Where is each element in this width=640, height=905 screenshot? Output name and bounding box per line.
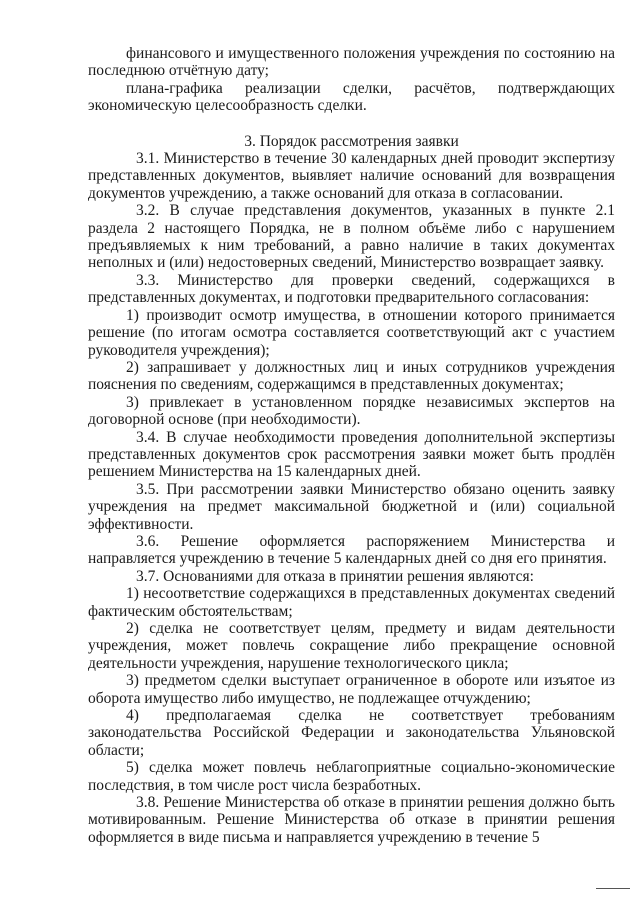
paragraph-3-4: 3.4. В случае необходимости проведения дополнительной экспертизы представленных документов срок рассмотрения заявки может быть продлён решением Министерства на 15 календарных дней.	[88, 428, 615, 481]
paragraph-3-5: 3.5. При рассмотрении заявки Министерство обязано оценить заявку учреждения на предмет максимальной бюджетной и (или) социальной эффективности.	[88, 480, 615, 533]
paragraph-3-1: 3.1. Министерство в течение 30 календарных дней проводит экспертизу представленных документов, выявляет наличие оснований для возвращения документов учреждению, а также оснований для отказа в согласовании.	[88, 150, 615, 202]
list-item-3-7-5: 5) сделка может повлечь неблагоприятные социально-экономические последствия, в том числе рост числа безработных.	[88, 759, 615, 794]
paragraph-3-8: 3.8. Решение Министерства об отказе в принятии решения должно быть мотивированным. Решение Министерства об отказе в принятии решения оформляется в виде письма и направляется учреждению в течение 5	[88, 794, 615, 846]
paragraph-3-3: 3.3. Министерство для проверки сведений, содержащихся в представленных документах, и подготовки предварительного согласования:	[88, 271, 615, 307]
paragraph-top-1: финансового и имущественного положения учреждения по состоянию на последнюю отчётную дату;	[88, 45, 615, 80]
list-item-3-3-3: 3) привлекает в установленном порядке независимых экспертов на договорной основе (при необходимости).	[88, 393, 615, 429]
list-item-3-7-2: 2) сделка не соответствует целям, предмету и видам деятельности учреждения, может повлечь сокращение либо прекращение основной деятельности учреждения, нарушение технологического цикла;	[88, 620, 615, 672]
footer-mark	[596, 888, 630, 889]
paragraph-3-7: 3.7. Основаниями для отказа в принятии решения являются:	[136, 567, 534, 585]
list-item-3-3-1: 1) производит осмотр имущества, в отношении которого принимается решение (по итогам осмотра составляется соответствующий акт с участием руководителя учреждения);	[88, 306, 615, 359]
section-heading: 3. Порядок рассмотрения заявки	[244, 132, 459, 150]
list-item-3-7-1: 1) несоответствие содержащихся в представленных документах сведений фактическим обстоятельствам;	[88, 585, 615, 620]
list-item-3-7-3: 3) предметом сделки выступает ограниченное в обороте или изъятое из оборота имущество либо имущество, не подлежащее отчуждению;	[88, 672, 615, 707]
document-page	[88, 45, 615, 846]
list-item-3-3-2: 2) запрашивает у должностных лиц и иных сотрудников учреждения пояснения по сведениям, содержащимся в представленных документах;	[88, 358, 615, 394]
list-item-3-7-4: 4) предполагаемая сделка не соответствует требованиям законодательства Российской Федерации и законодательства Ульяновской области;	[88, 707, 615, 759]
paragraph-top-2: плана-графика реализации сделки, расчётов, подтверждающих экономическую целесообразность сделки.	[88, 79, 615, 115]
paragraph-3-2: 3.2. В случае представления документов, указанных в пункте 2.1 раздела 2 настоящего Порядка, не в полном объёме либо с нарушением предъявляемых к ним требований, а равно наличие в таких документах неполных и (или) недостоверных сведений, Министерство возвращает заявку.	[88, 202, 615, 272]
paragraph-3-6: 3.6. Решение оформляется распоряжением Министерства и направляется учреждению в течение 5 календарных дней со дня его принятия.	[88, 532, 615, 568]
